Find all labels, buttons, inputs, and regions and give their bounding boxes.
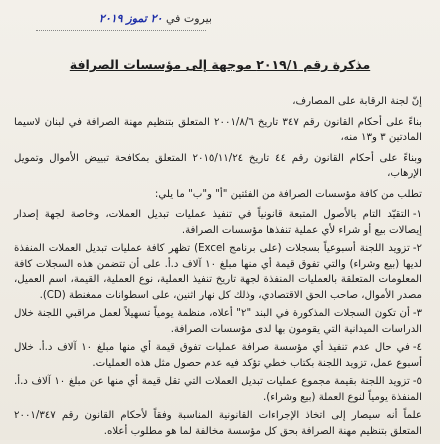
list-item xyxy=(14,374,422,405)
handwritten-date: ٢٠ تموز ٢٠١٩ xyxy=(98,12,163,25)
item-text: أن تكون السجلات المذكورة في البند "٢" أعلاه، منظمة يومياً تسهيلاً لعمل مراقبي اللجنة خلال الدراسات الميدانية التي يقومون بها لدى مؤسسات الصرافة. xyxy=(14,308,422,335)
request-intro: تطلب من كافة مؤسسات الصرافة من الفئتين "أ" و"ب" ما يلي: xyxy=(154,188,422,200)
list-item xyxy=(14,241,422,303)
memo-title: مذكرة رقم ٢٠١٩/١ موجهة إلى مؤسسات الصرافة xyxy=(69,57,371,72)
list-item xyxy=(14,340,422,371)
list-item xyxy=(14,306,422,337)
item-number: ٢- xyxy=(412,243,423,254)
paragraph-law-44: وبناءً على أحكام القانون رقم ٤٤ تاريخ ٢٠١٥/١١/٢٤ المتعلق بمكافحة تبييض الأموال وتمويل الإرهاب، xyxy=(14,152,422,179)
date-line xyxy=(22,12,212,26)
item-number: ٥- xyxy=(412,376,422,387)
item-text: التقيّد التام بالأصول المتبعة قانونياً في تنفيذ عمليات تبديل العملات، وخاصة لجهة إصدار إيصالات بيع أو شراء لأي عملية تنفذها مؤسسات الصرافة. xyxy=(14,209,422,236)
item-number: ٤- xyxy=(412,342,422,353)
memo-body xyxy=(14,94,422,444)
requirements-list xyxy=(14,207,422,405)
place-label: بيروت في xyxy=(165,12,212,25)
item-text: تزويد اللجنة أسبوعياً بسجلات (على برنامج Excel) تظهر كافة عمليات تبديل العملات المنفذة لديها (بيع وشراء) والتي تفوق قيمة أي منها مبلغ ١٠ آلاف د.أ. على أن تتضمن هذه السجلات كافة المعلومات المتعلقة بالعمليات المنفذة لجهة تاريخ تنفيذ العملية، نوع العملية، القيمة، اسم العميل، مصدر الأموال، صاحب الحق الاقتصادي، وذلك كل نهار اثنين، على اسطوانات ممغنطة (CD). xyxy=(14,243,422,301)
list-item xyxy=(14,207,422,238)
addressee: إنّ لجنة الرقابة على المصارف، xyxy=(292,96,422,107)
date-underline xyxy=(36,30,206,31)
item-number: ٣- xyxy=(412,308,422,319)
closing-paragraph: علماً أنه سيصار إلى اتخاذ الإجراءات القانونية المناسبة وفقاً لأحكام القانون رقم ٢٠٠١/٣٤٧ المتعلق بتنظيم مهنة الصرافة بحق كل مؤسسة مخالفة لما هو مطلوب أعلاه. xyxy=(14,410,422,437)
item-number: ١- xyxy=(412,209,422,220)
paragraph-law-347: بناءً على أحكام القانون رقم ٣٤٧ تاريخ ٢٠٠١/٨/٦ المتعلق بتنظيم مهنة الصرافة في لبنان لاسيما المادتين ٣ و١٣ منه، xyxy=(14,116,422,143)
item-text: تزويد اللجنة بقيمة مجموع عمليات تبديل العملات التي تقل قيمة أي منها عن مبلغ ١٠ آلاف د.أ. المنفذة يومياً لنوع العملة (بيع وشراء). xyxy=(14,376,422,403)
item-text: في حال عدم تنفيذ أي مؤسسة صرافة عمليات تفوق قيمة أي منها مبلغ ١٠ آلاف د.أ. خلال أسبوع عمل، تزويد اللجنة بكتاب خطي تؤكد فيه عدم حصول مثل هذه العمليات. xyxy=(14,342,422,369)
